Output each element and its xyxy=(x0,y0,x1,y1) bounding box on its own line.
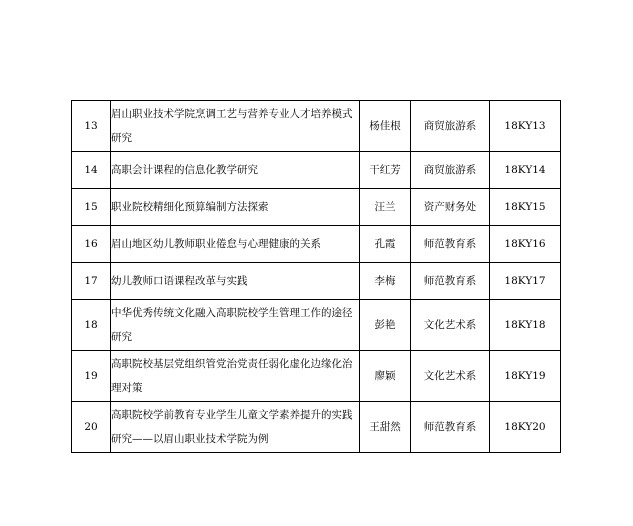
row-number: 14 xyxy=(72,152,111,189)
project-code: 18KY15 xyxy=(490,189,561,226)
principal-name: 廖颖 xyxy=(360,351,411,402)
row-number: 17 xyxy=(72,263,111,300)
table-row xyxy=(72,300,561,351)
project-code: 18KY14 xyxy=(490,152,561,189)
department: 商贸旅游系 xyxy=(411,152,490,189)
department: 文化艺术系 xyxy=(411,300,490,351)
row-number: 16 xyxy=(72,226,111,263)
row-number: 18 xyxy=(72,300,111,351)
project-title: 高职会计课程的信息化教学研究 xyxy=(111,164,258,176)
project-title: 高职院校基层党组织管党治党责任弱化虚化边缘化治理对策 xyxy=(111,358,353,394)
table-row xyxy=(72,402,561,453)
project-code: 18KY16 xyxy=(490,226,561,263)
project-code: 18KY20 xyxy=(490,402,561,453)
principal-name: 杨佳根 xyxy=(360,101,411,152)
table-row xyxy=(72,263,561,300)
department: 师范教育系 xyxy=(411,263,490,300)
project-title-cell xyxy=(111,101,360,152)
table-row xyxy=(72,351,561,402)
table-row xyxy=(72,152,561,189)
project-code: 18KY17 xyxy=(490,263,561,300)
project-title: 眉山地区幼儿教师职业倦怠与心理健康的关系 xyxy=(111,238,321,250)
row-number: 15 xyxy=(72,189,111,226)
row-number: 19 xyxy=(72,351,111,402)
project-title-cell xyxy=(111,152,360,189)
project-title: 职业院校精细化预算编制方法探索 xyxy=(111,201,269,213)
table-row xyxy=(72,189,561,226)
project-table xyxy=(71,100,561,453)
project-title: 高职院校学前教育专业学生儿童文学素养提升的实践研究——以眉山职业技术学院为例 xyxy=(111,409,353,445)
project-code: 18KY19 xyxy=(490,351,561,402)
project-title-cell xyxy=(111,402,360,453)
department: 文化艺术系 xyxy=(411,351,490,402)
project-code: 18KY13 xyxy=(490,101,561,152)
project-title-cell xyxy=(111,300,360,351)
project-title: 眉山职业技术学院烹调工艺与营养专业人才培养模式研究 xyxy=(111,108,353,144)
principal-name: 孔霞 xyxy=(360,226,411,263)
principal-name: 李梅 xyxy=(360,263,411,300)
project-title-cell xyxy=(111,263,360,300)
project-title-cell xyxy=(111,351,360,402)
department: 师范教育系 xyxy=(411,226,490,263)
row-number: 20 xyxy=(72,402,111,453)
project-title: 幼儿教师口语课程改革与实践 xyxy=(111,275,248,287)
project-title-cell xyxy=(111,226,360,263)
principal-name: 干红芳 xyxy=(360,152,411,189)
department: 商贸旅游系 xyxy=(411,101,490,152)
department: 资产财务处 xyxy=(411,189,490,226)
principal-name: 汪兰 xyxy=(360,189,411,226)
principal-name: 王甜然 xyxy=(360,402,411,453)
project-code: 18KY18 xyxy=(490,300,561,351)
project-title-cell xyxy=(111,189,360,226)
department: 师范教育系 xyxy=(411,402,490,453)
project-title: 中华优秀传统文化融入高职院校学生管理工作的途径研究 xyxy=(111,307,353,343)
table-row xyxy=(72,226,561,263)
row-number: 13 xyxy=(72,101,111,152)
principal-name: 彭艳 xyxy=(360,300,411,351)
table-row xyxy=(72,101,561,152)
